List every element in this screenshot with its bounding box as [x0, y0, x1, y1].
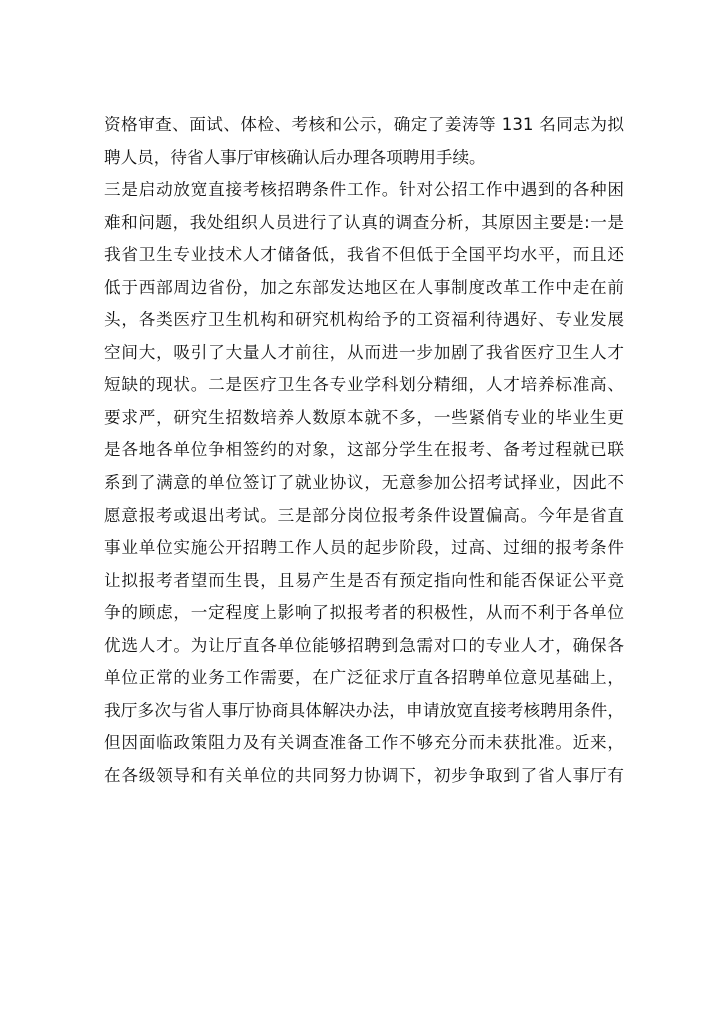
- text-line: 让拟报考者望而生畏，且易产生是否有预定指向性和能否保证公平竞: [104, 570, 624, 590]
- text-line: 优选人才。为让厅直各单位能够招聘到急需对口的专业人才，确保各: [104, 635, 624, 655]
- text-line: 争的顾虑，一定程度上影响了拟报考者的积极性，从而不利于各单位: [104, 603, 624, 623]
- text-line: 我厅多次与省人事厅协商具体解决办法，申请放宽直接考核聘用条件，: [104, 700, 624, 720]
- text-line: 我省卫生专业技术人才储备低，我省不但低于全国平均水平，而且还: [104, 245, 624, 265]
- text-line: 但因面临政策阻力及有关调查准备工作不够充分而未获批准。近来，: [104, 733, 624, 753]
- text-line: 头，各类医疗卫生机构和研究机构给予的工资福利待遇好、专业发展: [104, 310, 624, 330]
- text-line: 愿意报考或退出考试。三是部分岗位报考条件设置偏高。今年是省直: [104, 505, 624, 525]
- body-text: [104, 109, 624, 792]
- text-line: 低于西部周边省份，加之东部发达地区在人事制度改革工作中走在前: [104, 277, 624, 297]
- text-line: 短缺的现状。二是医疗卫生各专业学科划分精细，人才培养标准高、: [104, 375, 624, 395]
- text-line: 资格审查、面试、体检、考核和公示，确定了姜涛等 131 名同志为拟: [104, 115, 624, 134]
- text-line: 系到了满意的单位签订了就业协议，无意参加公招考试择业，因此不: [104, 473, 624, 493]
- text-line: 空间大，吸引了大量人才前往，从而进一步加剧了我省医疗卫生人才: [104, 342, 624, 362]
- text-line: 在各级领导和有关单位的共同努力协调下，初步争取到了省人事厅有: [104, 765, 624, 785]
- text-line: 难和问题，我处组织人员进行了认真的调查分析，其原因主要是:一是: [104, 212, 624, 232]
- text-line: 是各地各单位争相签约的对象，这部分学生在报考、备考过程就已联: [104, 440, 624, 460]
- text-line: 事业单位实施公开招聘工作人员的起步阶段，过高、过细的报考条件: [104, 538, 624, 558]
- text-line: 单位正常的业务工作需要，在广泛征求厅直各招聘单位意见基础上，: [104, 668, 624, 688]
- text-line: 三是启动放宽直接考核招聘条件工作。针对公招工作中遇到的各种困: [104, 180, 624, 200]
- text-line: 聘人员，待省人事厅审核确认后办理各项聘用手续。: [104, 147, 486, 167]
- text-line: 要求严，研究生招数培养人数原本就不多，一些紧俏专业的毕业生更: [104, 407, 624, 427]
